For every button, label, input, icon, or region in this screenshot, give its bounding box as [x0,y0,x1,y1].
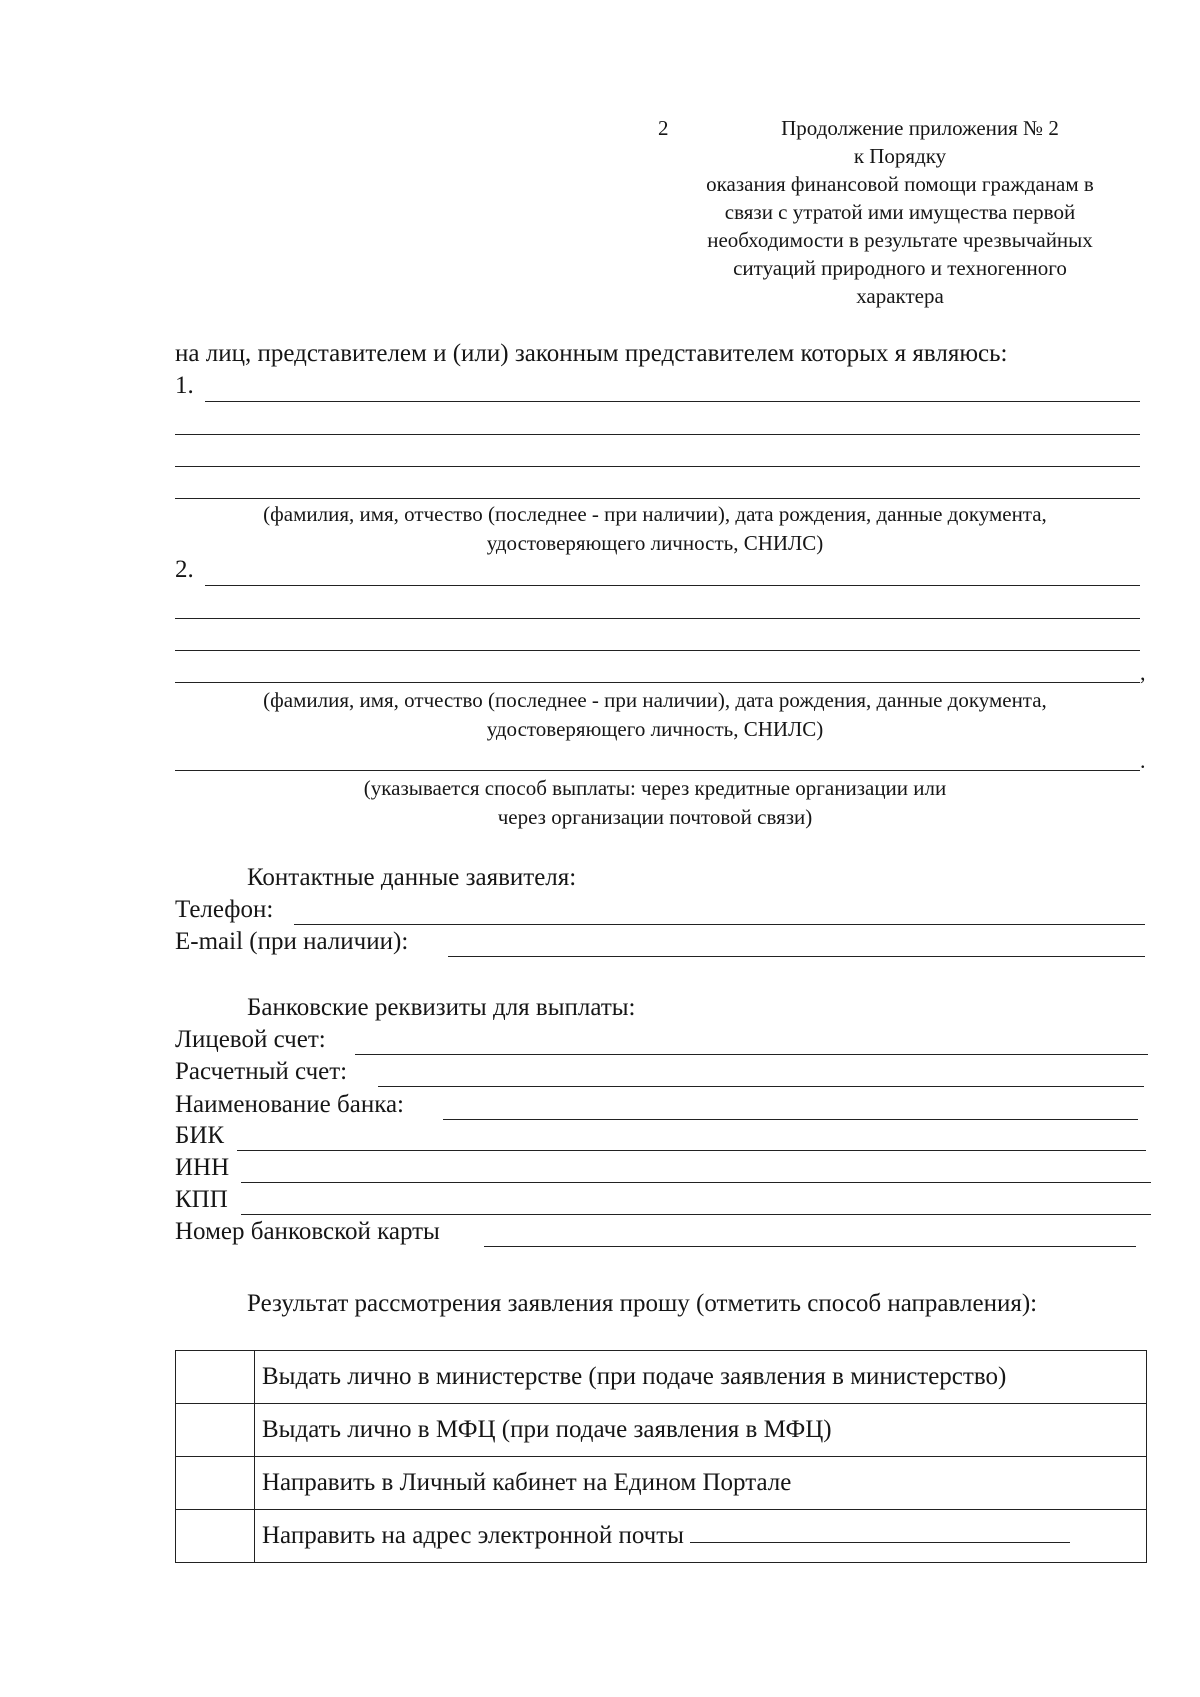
result-option-label: Выдать лично в МФЦ (при подаче заявления в МФЦ) [255,1404,1147,1457]
bank-field-personal-account: Лицевой счет: [175,1026,326,1053]
header-line: связи с утратой ими имущества первой [724,200,1076,224]
result-option-label: Направить в Личный кабинет на Едином Портале [255,1457,1147,1510]
hint-line: удостоверяющего личность, СНИЛС) [486,717,824,741]
email-input-line[interactable] [448,956,1145,957]
appendix-header [660,114,1140,310]
bik-input-line[interactable] [237,1150,1146,1151]
person1-input-line[interactable] [175,434,1140,435]
intro-text: на лиц, представителем и (или) законным представителем которых я являюсь: [175,340,1008,367]
header-line: к Порядку [853,144,947,168]
person2-hint [175,686,1135,744]
result-email-input-line[interactable] [690,1522,1070,1543]
bank-field-inn: ИНН [175,1154,230,1181]
hint-line: (фамилия, имя, отчество (последнее - при наличии), дата рождения, данные документа, [263,688,1047,712]
phone-input-line[interactable] [294,924,1145,925]
page-number: 2 [658,116,669,140]
result-options-table [175,1350,1147,1563]
bank-field-kpp: КПП [175,1186,228,1213]
payment-hint [175,774,1135,832]
bank-field-bank-name: Наименование банка: [175,1091,405,1118]
result-option-row [176,1351,1147,1404]
result-option-label: Выдать лично в министерстве (при подаче заявления в министерство) [255,1351,1147,1404]
person2-input-line[interactable] [175,650,1140,651]
card-number-input-line[interactable] [484,1246,1136,1247]
header-line: ситуаций природного и техногенного [733,256,1067,280]
result-option-checkbox[interactable] [176,1404,255,1457]
hint-line: (фамилия, имя, отчество (последнее - при наличии), дата рождения, данные документа, [263,502,1047,526]
result-title: Результат рассмотрения заявления прошу (отметить способ направления): [247,1290,1038,1317]
person1-input-line[interactable] [175,498,1140,499]
result-option-row [176,1457,1147,1510]
person2-input-line[interactable] [175,618,1140,619]
person2-number: 2. [175,556,194,583]
phone-label: Телефон: [175,896,274,923]
result-option-checkbox[interactable] [176,1510,255,1563]
kpp-input-line[interactable] [241,1214,1151,1215]
result-option-checkbox[interactable] [176,1351,255,1404]
bank-field-settlement-account: Расчетный счет: [175,1058,348,1085]
personal-account-input-line[interactable] [355,1054,1148,1055]
inn-input-line[interactable] [241,1182,1151,1183]
bank-field-bik: БИК [175,1122,225,1149]
result-option-label: Направить на адрес электронной почты [262,1522,684,1549]
header-line: необходимости в результате чрезвычайных [707,228,1093,252]
person1-input-line[interactable] [175,466,1140,467]
header-line: Продолжение приложения № 2 [781,116,1059,140]
person2-input-line[interactable] [175,682,1140,683]
settlement-account-input-line[interactable] [378,1086,1144,1087]
header-line: характера [856,284,944,308]
bank-name-input-line[interactable] [443,1119,1138,1120]
result-option-row [176,1404,1147,1457]
contacts-title: Контактные данные заявителя: [247,864,577,891]
result-option-cell [255,1510,1147,1563]
person1-number: 1. [175,372,194,399]
trailing-period: . [1140,748,1146,773]
hint-line: через организации почтовой связи) [497,805,813,829]
bank-title: Банковские реквизиты для выплаты: [247,994,636,1021]
email-label: E-mail (при наличии): [175,928,409,955]
person1-input-line[interactable] [205,401,1140,402]
result-option-checkbox[interactable] [176,1457,255,1510]
hint-line: (указывается способ выплаты: через кредитные организации или [363,776,947,800]
header-line: оказания финансовой помощи гражданам в [706,172,1094,196]
trailing-comma: , [1140,660,1146,685]
person1-hint [175,500,1135,558]
payment-method-line[interactable] [175,770,1140,771]
person2-input-line[interactable] [205,585,1140,586]
hint-line: удостоверяющего личность, СНИЛС) [486,531,824,555]
bank-field-card-number: Номер банковской карты [175,1218,440,1245]
result-option-row [176,1510,1147,1563]
